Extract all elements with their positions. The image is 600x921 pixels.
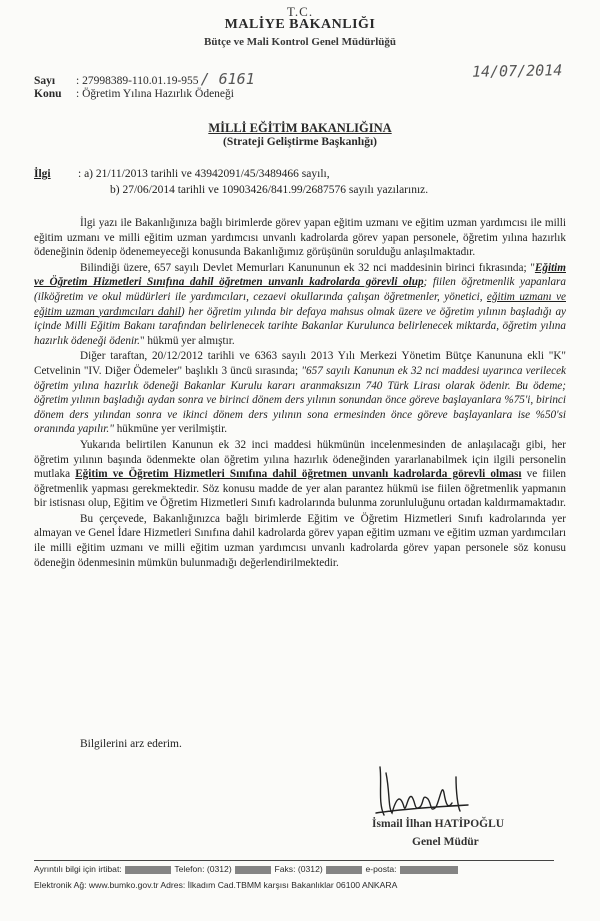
footer-address: Elektronik Ağ: www.bumko.gov.tr Adres: İlkadım Cad.TBMM karşısı Bakanlıklar 06100 ANKARA xyxy=(34,880,398,890)
reference-number xyxy=(34,70,255,88)
p2-underlined: eğitim uzmanı ve eğitim uzman yardımcıları dahil xyxy=(34,290,566,318)
ilgi-label: İlgi xyxy=(34,168,51,180)
subject-line xyxy=(34,88,234,100)
konu-label: Konu xyxy=(34,88,62,100)
footer-contact-label: Ayrıntılı bilgi için irtibat: xyxy=(34,864,122,874)
paragraph-2 xyxy=(34,261,566,349)
paragraph-4 xyxy=(34,438,566,511)
header-tc: T.C. xyxy=(286,4,314,19)
sayi-handwritten: / 6161 xyxy=(200,70,255,88)
paragraph-5: Bu çerçevede, Bakanlığınızca bağlı birimlerde Eğitim ve Öğretim Hizmetleri Sınıfı kadrolarında yer almayan ve Genel İdare Hizmetleri Sınıfına dahil kadrolarda görev yapan eğitim uzmanı ve eğitim uzman yardımcıları ile milli eğitim uzmanı ve milli eğitim uzman yardımcısı unvanlı kadrolarda görev yapan personele söz konusu ödeneğin ödenmesinin mümkün bulunmadığı değerlendirilmektedir. xyxy=(34,512,566,569)
footer-email: e-posta: xyxy=(365,864,397,874)
p4-emphasis: Eğitim ve Öğretim Hizmetleri Sınıfına dahil öğretmen unvanlı kadrolarda görevli olması xyxy=(75,468,522,481)
redaction-bar xyxy=(400,866,458,874)
p2-tail: " hükmü yer almıştır. xyxy=(139,334,235,347)
p4-intro: Yukarıda belirtilen Kanunun ek 32 inci maddesi hükmünün incelenmesinden de anlaşılacağı gibi, her öğretim yılının başında ödenmekte olan öğretim yılına hazırlık ödeneğinden yararlanabilmek için ilgili personelin mutlaka xyxy=(34,438,566,481)
redaction-bar xyxy=(326,866,362,874)
redaction-bar xyxy=(235,866,271,874)
p4-tail: ve fiilen öğretmenlik yapması gerekmektedir. Söz konusu madde de yer alan parantez hükmü ise fiilen öğretmenlik yapmanın bir istisnası olup, Eğitim ve Öğretim Hizmetleri Sınıfı kadrolarında bulunma zorunluluğunu ortadan kaldırmamaktadır. xyxy=(34,468,566,510)
ilgi-b: b) 27/06/2014 tarihli ve 10903426/841.99/2687576 sayılı yazılarınız. xyxy=(110,184,429,196)
signatory-name: İsmail İlhan HATİPOĞLU xyxy=(372,818,505,830)
closing-line: Bilgilerini arz ederim. xyxy=(80,738,182,750)
paragraph-3 xyxy=(34,349,566,437)
footer-divider xyxy=(34,860,554,861)
p3-tail: hükmüne yer verilmiştir. xyxy=(113,423,228,436)
footer-contact xyxy=(34,864,459,874)
addressee-ministry: MİLLİ EĞİTİM BAKANLIĞINA xyxy=(208,121,392,135)
konu-value: : Öğretim Yılına Hazırlık Ödeneği xyxy=(76,88,234,100)
footer-fax: Faks: (0312) xyxy=(274,864,323,874)
p2-intro: Bilindiği üzere, 657 sayılı Devlet Memurları Kanununun ek 32 nci maddesinin birinci fıkrasında; " xyxy=(80,261,535,274)
p3-quote: "657 sayılı Kanunun ek 32 nci maddesi uyarınca verilecek öğretim yılına hazırlık ödeneği Bakanlar Kurulu kararı aranmaksızın 740 Türk Lirası olarak ödenir. Bu ödeme; öğretim yılının başladığı aydan sonra ve birinci dönem ders yılının sonundan önce göreve başlayanlara %75'i, birinci dönem ders yılından sonra ve ikinci dönem ders yılının sona ermesinden önce göreve başlayanlara ise %50'si oranında yapılır." xyxy=(34,364,566,436)
sayi-label: Sayı xyxy=(34,75,56,87)
ilgi-a: : a) 21/11/2013 tarihli ve 43942091/45/3489466 sayılı, xyxy=(78,168,330,180)
handwritten-signature xyxy=(372,763,472,821)
handwritten-date: 14/07/2014 xyxy=(471,61,563,81)
signatory-title: Genel Müdür xyxy=(412,836,479,848)
header-ministry: MALİYE BAKANLIĞI xyxy=(224,17,376,32)
p2-quote: ; fiilen öğretmenlik yapanlara (ilköğretim ve okul müdürleri ile yardımcıları, cezaevi okullarında çalışan öğretmenler, yönetici, xyxy=(34,276,566,303)
footer-phone: Telefon: (0312) xyxy=(174,864,232,874)
header-directorate: Bütçe ve Mali Kontrol Genel Müdürlüğü xyxy=(204,36,396,48)
p2-quote-end: ) her öğretim yılında bir defaya mahsus olmak üzere ve öğretim yılının başladığı ay içinde Milli Eğitim Bakanı tarafından belirlenecek tarihte Bakanlar Kurulunca belirlenecek miktarda, öğretim yılına hazırlık ödeneği ödenir. xyxy=(34,305,566,347)
addressee-department: (Strateji Geliştirme Başkanlığı) xyxy=(223,136,377,148)
paragraph-1: İlgi yazı ile Bakanlığınıza bağlı birimlerde görev yapan eğitim uzmanı ve eğitim uzman yardımcısı ile milli eğitim uzmanı ve milli eğitim uzman yardımcısı unvanlı kadrolarda görev yapan personele, öğretim yılına hazırlık ödeneğinin ödenip ödenemeyeceği konusunda Bakanlığımız görüşünün sorulduğu anlaşılmaktadır. xyxy=(34,217,566,259)
letter-body xyxy=(34,216,566,570)
p2-emphasis: Eğitim ve Öğretim Hizmetleri Sınıfına dahil öğretmen unvanlı kadrolarda görevli olup xyxy=(34,261,566,289)
p3-intro: Diğer taraftan, 20/12/2012 tarihli ve 6363 sayılı 2013 Yılı Merkezi Yönetim Bütçe Kanununa ekli "K" Cetvelinin "IV. Diğer Ödemeler" başlıklı 3 üncü sırasında; xyxy=(34,350,566,377)
redaction-bar xyxy=(125,866,171,874)
sayi-value: : 27998389-110.01.19-955 xyxy=(76,75,199,87)
